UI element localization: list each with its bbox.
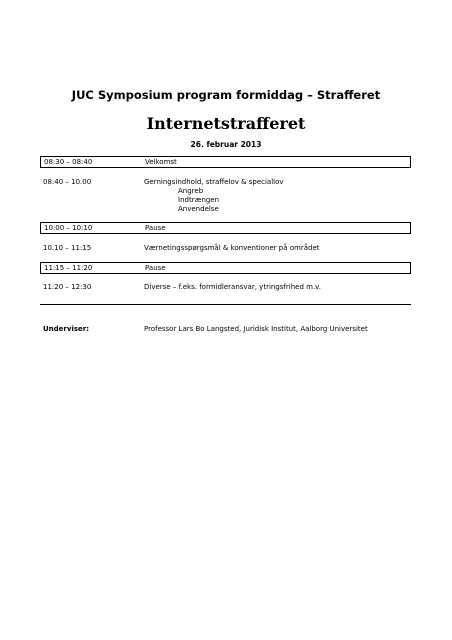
schedule-subitem: Anvendelse bbox=[178, 205, 219, 213]
schedule-time: 08:40 – 10.00 bbox=[43, 178, 92, 186]
schedule-row-session-3 bbox=[40, 282, 411, 292]
schedule-row-pause-1 bbox=[40, 222, 411, 234]
schedule-description: Diverse – f.eks. formidleransvar, ytringsfrihed m.v. bbox=[144, 283, 321, 291]
schedule-row-pause-2 bbox=[40, 262, 411, 274]
schedule-description: Pause bbox=[145, 224, 166, 232]
schedule-description: Pause bbox=[145, 264, 166, 272]
schedule-row-session-2 bbox=[40, 243, 411, 253]
program-header: JUC Symposium program formiddag – Strafferet bbox=[71, 88, 381, 102]
schedule-row-welcome bbox=[40, 156, 411, 168]
program-date: 26. februar 2013 bbox=[190, 140, 262, 149]
schedule-time: 10:00 – 10:10 bbox=[44, 224, 93, 232]
schedule-time: 10.10 – 11:15 bbox=[43, 244, 92, 252]
schedule-time: 11:20 – 12:30 bbox=[43, 283, 92, 291]
instructor-name: Professor Lars Bo Langsted, Juridisk Institut, Aalborg Universitet bbox=[144, 325, 368, 333]
page-title: Internetstrafferet bbox=[146, 114, 306, 133]
schedule-description: Værnetingsspørgsmål & konventioner på området bbox=[144, 244, 320, 252]
schedule-subitem: Indtrængen bbox=[178, 196, 220, 204]
schedule-row-session-1 bbox=[40, 177, 411, 217]
schedule-time: 08:30 – 08:40 bbox=[44, 158, 93, 166]
schedule-description: Gerningsindhold, straffelov & speciallov bbox=[144, 178, 284, 186]
schedule-time: 11:15 – 11:20 bbox=[44, 264, 93, 272]
schedule-description: Velkomst bbox=[145, 158, 177, 166]
divider bbox=[40, 304, 411, 305]
schedule-subitem: Angreb bbox=[178, 187, 204, 195]
instructor-label: Underviser: bbox=[43, 325, 90, 333]
